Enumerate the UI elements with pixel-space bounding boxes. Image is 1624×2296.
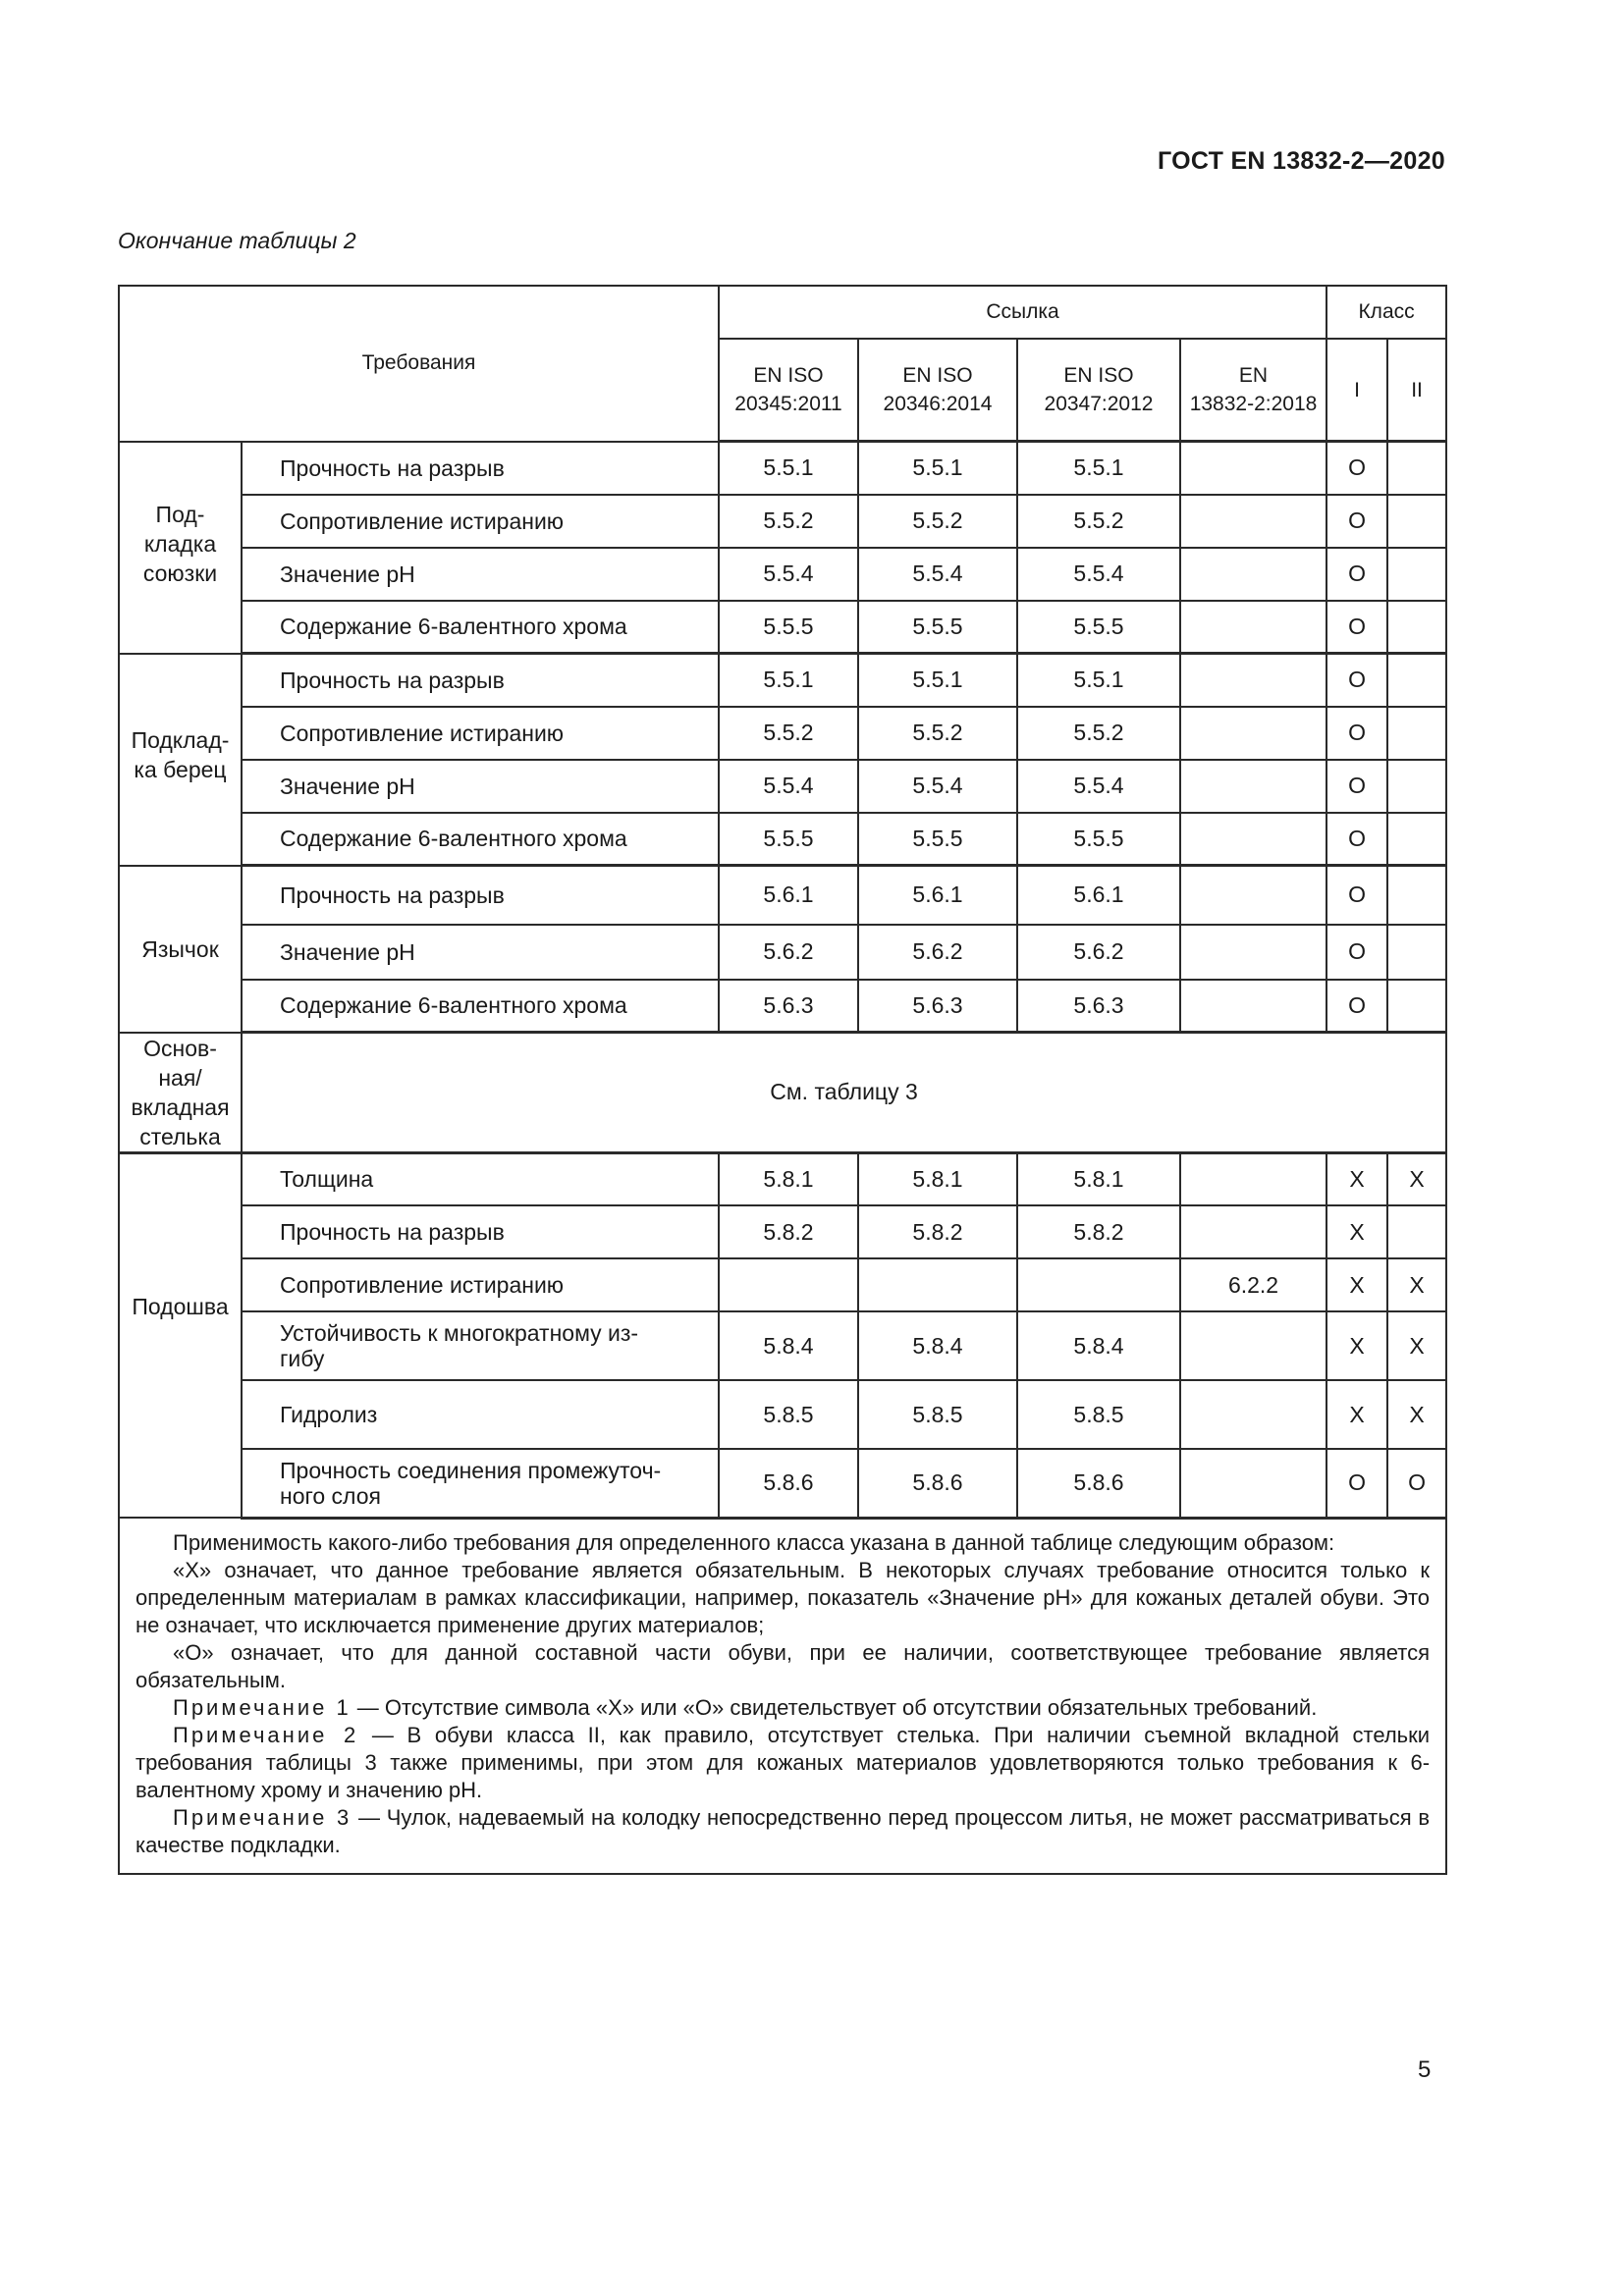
- requirement-cell: Прочность на разрыв: [242, 654, 719, 707]
- reference-cell: [1180, 548, 1326, 601]
- group-name: Под- кладка союзки: [119, 442, 242, 654]
- group-name: Язычок: [119, 866, 242, 1033]
- reference-cell: 5.5.2: [1017, 707, 1180, 760]
- table-row: [119, 1380, 1446, 1449]
- class-i-cell: X: [1326, 1380, 1387, 1449]
- group-name: Подклад- ка берец: [119, 654, 242, 866]
- requirement-cell: Толщина: [242, 1152, 719, 1205]
- header-class: Класс: [1326, 286, 1446, 339]
- reference-cell: 5.5.1: [858, 442, 1017, 495]
- note-3-label: Примечание 3: [173, 1804, 352, 1830]
- header-standard: EN ISO 20346:2014: [858, 339, 1017, 442]
- class-ii-cell: [1387, 925, 1446, 980]
- requirement-cell: Содержание 6-валентного хрома: [242, 813, 719, 866]
- reference-cell: 5.8.2: [858, 1205, 1017, 1258]
- reference-cell: 5.5.1: [858, 654, 1017, 707]
- class-ii-cell: [1387, 601, 1446, 654]
- table-row: [119, 1033, 1446, 1153]
- note-3: [135, 1804, 1430, 1859]
- class-i-cell: O: [1326, 495, 1387, 548]
- class-ii-cell: [1387, 548, 1446, 601]
- header-standard: EN ISO 20345:2011: [719, 339, 858, 442]
- note-2-text: — В обуви класса II, как правило, отсутствует стелька. При наличии съемной вкладной стельки требования таблицы 3 также применимы, при этом для кожаных материалов удовлетворяются только требования к 6-валентному хрому и значению pH.: [135, 1722, 1431, 1802]
- reference-cell: 5.5.4: [1017, 760, 1180, 813]
- reference-cell: 5.5.4: [719, 548, 858, 601]
- requirement-cell: Прочность на разрыв: [242, 1205, 719, 1258]
- reference-cell: 5.6.1: [1017, 866, 1180, 925]
- header-reference: Ссылка: [719, 286, 1326, 339]
- note-1-text: — Отсутствие символа «Х» или «О» свидетельствует об отсутствии обязательных требований.: [351, 1694, 1318, 1720]
- requirement-cell: Прочность на разрыв: [242, 866, 719, 925]
- reference-cell: 5.6.1: [719, 866, 858, 925]
- reference-cell: 5.5.1: [1017, 654, 1180, 707]
- page-number: 5: [1418, 2056, 1432, 2083]
- class-ii-cell: [1387, 866, 1446, 925]
- requirement-cell: Прочность соединения промежуточ- ного слоя: [242, 1449, 719, 1518]
- reference-cell: 5.5.5: [719, 813, 858, 866]
- reference-cell: [1180, 707, 1326, 760]
- class-i-cell: O: [1326, 707, 1387, 760]
- reference-cell: 5.5.1: [719, 442, 858, 495]
- table-row: [119, 1311, 1446, 1380]
- class-i-cell: O: [1326, 866, 1387, 925]
- class-i-cell: O: [1326, 548, 1387, 601]
- table-row: [119, 654, 1446, 707]
- reference-cell: 5.5.4: [858, 548, 1017, 601]
- table-row: [119, 601, 1446, 654]
- group-name: Подошва: [119, 1152, 242, 1518]
- table-row: [119, 866, 1446, 925]
- class-i-cell: O: [1326, 601, 1387, 654]
- reference-cell: [1180, 925, 1326, 980]
- reference-cell: 5.8.4: [719, 1311, 858, 1380]
- class-i-cell: O: [1326, 980, 1387, 1033]
- note-3-text: — Чулок, надеваемый на колодку непосредственно перед процессом литья, не может рассматриваться в качестве подкладки.: [135, 1804, 1431, 1857]
- reference-cell: 5.6.3: [858, 980, 1017, 1033]
- reference-cell: 5.5.2: [858, 495, 1017, 548]
- class-ii-cell: [1387, 442, 1446, 495]
- requirement-cell: Сопротивление истиранию: [242, 495, 719, 548]
- reference-cell: 5.5.5: [858, 601, 1017, 654]
- requirement-cell: Значение pH: [242, 760, 719, 813]
- class-i-cell: X: [1326, 1258, 1387, 1311]
- reference-cell: 5.8.6: [858, 1449, 1017, 1518]
- reference-cell: 5.8.1: [719, 1152, 858, 1205]
- notes-x-definition: «Х» означает, что данное требование является обязательным. В некоторых случаях требование относится только к определенным материалам в рамках классификации, например, показатель «Значение pH» для кожаных деталей обуви. Это не означает, что исключается применение других материалов;: [135, 1557, 1431, 1637]
- reference-cell: 5.8.5: [719, 1380, 858, 1449]
- class-ii-cell: X: [1387, 1152, 1446, 1205]
- reference-cell: [1180, 1205, 1326, 1258]
- reference-cell: [1180, 654, 1326, 707]
- requirement-cell: Сопротивление истиранию: [242, 1258, 719, 1311]
- reference-cell: 5.5.4: [858, 760, 1017, 813]
- class-ii-cell: [1387, 760, 1446, 813]
- class-i-cell: O: [1326, 760, 1387, 813]
- reference-cell: 5.5.5: [1017, 813, 1180, 866]
- reference-cell: 5.5.2: [858, 707, 1017, 760]
- reference-cell: 5.6.2: [1017, 925, 1180, 980]
- reference-cell: [1180, 866, 1326, 925]
- reference-cell: 5.8.1: [858, 1152, 1017, 1205]
- header-class-i: I: [1326, 339, 1387, 442]
- reference-cell: 5.5.2: [719, 495, 858, 548]
- group-name: Основ- ная/ вкладная стелька: [119, 1033, 242, 1153]
- reference-cell: 5.6.2: [858, 925, 1017, 980]
- reference-cell: 5.8.4: [1017, 1311, 1180, 1380]
- reference-cell: [1180, 760, 1326, 813]
- class-i-cell: X: [1326, 1152, 1387, 1205]
- class-i-cell: X: [1326, 1311, 1387, 1380]
- class-i-cell: O: [1326, 654, 1387, 707]
- header-requirements: Требования: [119, 286, 719, 442]
- class-i-cell: O: [1326, 925, 1387, 980]
- reference-cell: [1180, 495, 1326, 548]
- reference-cell: [1180, 1380, 1326, 1449]
- header-class-ii: II: [1387, 339, 1446, 442]
- table-row: [119, 1205, 1446, 1258]
- document-id: ГОСТ EN 13832-2—2020: [1158, 147, 1445, 175]
- reference-cell: 5.6.1: [858, 866, 1017, 925]
- reference-cell: 5.5.5: [858, 813, 1017, 866]
- reference-cell: [858, 1258, 1017, 1311]
- table-row: [119, 1258, 1446, 1311]
- reference-cell: 6.2.2: [1180, 1258, 1326, 1311]
- reference-cell: 5.8.2: [1017, 1205, 1180, 1258]
- reference-cell: [1180, 1152, 1326, 1205]
- reference-cell: 5.8.5: [858, 1380, 1017, 1449]
- reference-cell: 5.5.4: [1017, 548, 1180, 601]
- reference-cell: 5.5.2: [1017, 495, 1180, 548]
- table-row: [119, 495, 1446, 548]
- class-i-cell: O: [1326, 1449, 1387, 1518]
- requirement-cell: Значение pH: [242, 925, 719, 980]
- table-row: [119, 707, 1446, 760]
- requirement-cell: Значение pH: [242, 548, 719, 601]
- table-row: [119, 1152, 1446, 1205]
- header-standard: EN 13832-2:2018: [1180, 339, 1326, 442]
- table-notes: [119, 1518, 1446, 1874]
- table-row: [119, 925, 1446, 980]
- requirement-cell: Устойчивость к многократному из- гибу: [242, 1311, 719, 1380]
- requirement-cell: Сопротивление истиранию: [242, 707, 719, 760]
- class-ii-cell: X: [1387, 1380, 1446, 1449]
- reference-cell: [1180, 980, 1326, 1033]
- notes-intro: Применимость какого-либо требования для определенного класса указана в данной таблице следующим образом:: [173, 1529, 1335, 1555]
- reference-cell: [1180, 1311, 1326, 1380]
- class-ii-cell: [1387, 654, 1446, 707]
- note-2-label: Примечание 2: [173, 1722, 359, 1747]
- class-ii-cell: [1387, 980, 1446, 1033]
- reference-cell: 5.5.1: [1017, 442, 1180, 495]
- see-table-3-cell: См. таблицу 3: [242, 1033, 1446, 1153]
- reference-cell: 5.8.1: [1017, 1152, 1180, 1205]
- note-2: [135, 1722, 1430, 1804]
- class-ii-cell: [1387, 813, 1446, 866]
- reference-cell: 5.8.2: [719, 1205, 858, 1258]
- reference-cell: [1180, 442, 1326, 495]
- reference-cell: 5.5.5: [719, 601, 858, 654]
- reference-cell: 5.8.6: [719, 1449, 858, 1518]
- reference-cell: [1180, 1449, 1326, 1518]
- reference-cell: 5.8.4: [858, 1311, 1017, 1380]
- class-i-cell: O: [1326, 442, 1387, 495]
- reference-cell: 5.8.6: [1017, 1449, 1180, 1518]
- table-row: [119, 980, 1446, 1033]
- reference-cell: [1017, 1258, 1180, 1311]
- class-ii-cell: O: [1387, 1449, 1446, 1518]
- table-row: [119, 760, 1446, 813]
- class-ii-cell: X: [1387, 1258, 1446, 1311]
- reference-cell: 5.5.4: [719, 760, 858, 813]
- requirement-cell: Гидролиз: [242, 1380, 719, 1449]
- reference-cell: 5.8.5: [1017, 1380, 1180, 1449]
- table-row: [119, 1449, 1446, 1518]
- table-row: [119, 813, 1446, 866]
- requirement-cell: Содержание 6-валентного хрома: [242, 601, 719, 654]
- table-caption: Окончание таблицы 2: [118, 228, 356, 253]
- reference-cell: 5.6.3: [719, 980, 858, 1033]
- reference-cell: 5.6.3: [1017, 980, 1180, 1033]
- reference-cell: 5.5.1: [719, 654, 858, 707]
- reference-cell: [719, 1258, 858, 1311]
- class-i-cell: O: [1326, 813, 1387, 866]
- requirement-cell: Прочность на разрыв: [242, 442, 719, 495]
- class-ii-cell: [1387, 495, 1446, 548]
- class-ii-cell: X: [1387, 1311, 1446, 1380]
- requirements-table: [118, 285, 1447, 1875]
- header-standard: EN ISO 20347:2012: [1017, 339, 1180, 442]
- note-1-label: Примечание 1: [173, 1694, 352, 1720]
- reference-cell: 5.6.2: [719, 925, 858, 980]
- requirement-cell: Содержание 6-валентного хрома: [242, 980, 719, 1033]
- class-i-cell: X: [1326, 1205, 1387, 1258]
- table-row: [119, 442, 1446, 495]
- reference-cell: [1180, 813, 1326, 866]
- reference-cell: 5.5.2: [719, 707, 858, 760]
- class-ii-cell: [1387, 1205, 1446, 1258]
- note-1: [135, 1694, 1430, 1722]
- reference-cell: 5.5.5: [1017, 601, 1180, 654]
- table-row: [119, 548, 1446, 601]
- class-ii-cell: [1387, 707, 1446, 760]
- reference-cell: [1180, 601, 1326, 654]
- notes-o-definition: «О» означает, что для данной составной части обуви, при ее наличии, соответствующее требование является обязательным.: [135, 1639, 1431, 1692]
